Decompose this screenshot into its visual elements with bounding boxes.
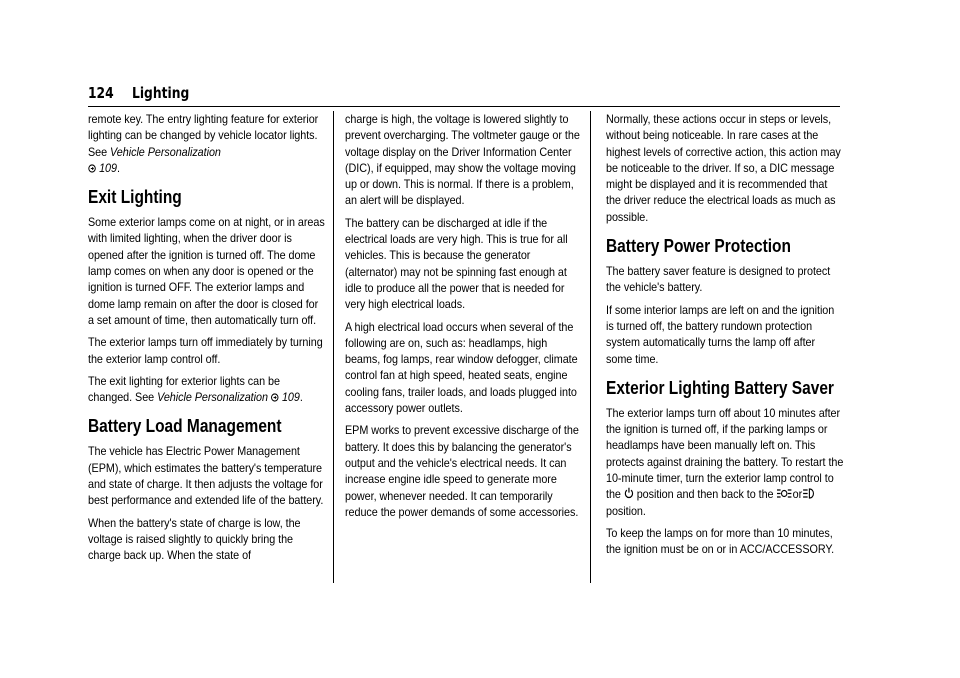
load-paragraph-5: A high electrical load occurs when several of the following are on, such as: headlamps, high beams, fog lamps, rear window defogger, climate control fan at high speed, heated seats, engine cooling fans, trailer loads, and loads plugged into accessory power outlets. (345, 319, 578, 416)
vehicle-personalization-link[interactable]: Vehicle Personalization (110, 144, 221, 159)
column-divider-1 (333, 111, 334, 583)
page-ref-number-2[interactable]: 109 (281, 390, 300, 405)
heading-battery-power-protection: Battery Power Protection (606, 236, 791, 257)
exit-paragraph-3: The exit lighting for exterior lights can be changed. See Vehicle Personalization 109. (88, 373, 303, 405)
load-paragraph-3: charge is high, the voltage is lowered slightly to prevent overcharging. The voltmeter gauge or the voltage display on the Driver Information Center (DIC), if equipped, may show the voltage moving up or down. This is normal. If there is a problem, an alert will be displayed. (345, 112, 580, 208)
load-paragraph-7: Normally, these actions occur in steps or levels, without being noticeable. In rare cases at the highest levels of corrective action, this action may be noticeable to the driver. If so, a DIC message might be displayed and it is recommended that the driver reduce the electrical loads as much as possible. (606, 112, 841, 224)
protection-paragraph-2: If some interior lamps are left on and the ignition is turned off, the battery rundown protection system automatically turns the lamp off after some time. (606, 302, 835, 366)
protection-paragraph-1: The battery saver feature is designed to protect the vehicle's battery. (606, 264, 831, 295)
page-header (88, 82, 840, 107)
page-reference-icon (271, 393, 279, 402)
vehicle-personalization-link-2[interactable]: Vehicle Personalization (157, 390, 268, 405)
page-ref-number[interactable]: 109 (99, 160, 117, 175)
section-title: Lighting (132, 84, 190, 102)
column-divider-2 (590, 111, 591, 583)
page-number: 124 (88, 84, 114, 102)
exit-paragraph-1: Some exterior lamps come on at night, or in areas with limited lighting, when the driver door is opened after the ignition is turned off. The dome lamp comes on when any door is opened or the ignition is turned OFF. The exterior lamps and dome lamp remain on after the door is closed for a set amount of time, then automatically turn off. (88, 215, 325, 327)
intro-paragraph: remote key. The entry lighting feature for exterior lighting can be changed by vehicle locator lights. See Vehicle Personalization 109. (88, 112, 319, 175)
load-paragraph-2: When the battery's state of charge is low, the voltage is raised slightly to quickly bring the charge back up. When the state of (88, 515, 301, 563)
load-paragraph-4: The battery can be discharged at idle if the electrical loads are very high. This is true for all vehicles. This is because the generator (alternator) may not be spinning fast enough at idle to produce all the power that is needed for very high electrical loads. (345, 215, 568, 312)
column-1 (88, 111, 326, 570)
heading-exit-lighting: Exit Lighting (88, 187, 182, 208)
power-off-icon (624, 487, 634, 499)
saver-paragraph-1: The exterior lamps turn off about 10 minutes after the ignition is turned off, if the parking lamps or headlamps have been manually left on. This protects against draining the battery. To restart the 10-minute timer, turn the exterior lamp control to the position and then back to the or position. (606, 405, 844, 518)
heading-battery-load: Battery Load Management (88, 416, 282, 437)
page-reference-icon (88, 164, 96, 173)
exit-paragraph-2: The exterior lamps turn off immediately by turning the exterior lamp control off. (88, 335, 323, 366)
headlamp-icon (802, 488, 815, 499)
parking-lamp-icon (776, 488, 792, 499)
column-3 (606, 111, 844, 564)
load-paragraph-1: The vehicle has Electric Power Management (EPM), which estimates the battery's temperature and state of charge. It then adjusts the voltage for best performance and extended life of the battery. (88, 444, 324, 508)
load-paragraph-6: EPM works to prevent excessive discharge of the battery. It does this by balancing the generator's output and the vehicle's electrical needs. It can increase engine idle speed to generate more power, whenever needed. It can temporarily reduce the power demands of some accessories. (345, 423, 579, 519)
column-2 (345, 111, 583, 526)
saver-paragraph-2: To keep the lamps on for more than 10 minutes, the ignition must be on or in ACC/ACCESSORY. (606, 525, 835, 557)
heading-exterior-lighting-battery-saver: Exterior Lighting Battery Saver (606, 377, 834, 398)
